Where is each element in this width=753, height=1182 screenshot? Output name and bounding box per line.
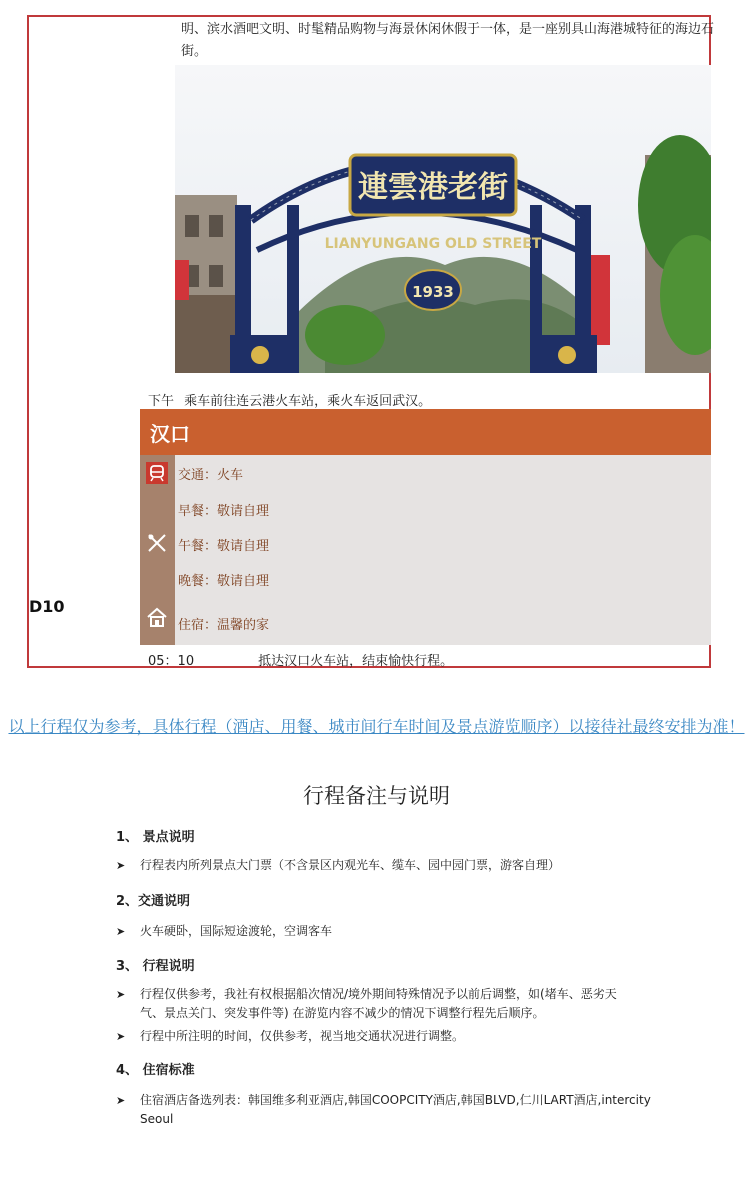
section-4-item-1: ➤ 住宿酒店备选列表：韩国维多利亚酒店,韩国COOPCITY酒店,韩国BLVD,仁川LART酒店,intercity Seoul	[116, 1093, 651, 1126]
dinner-info: 晚餐：敬请自理	[178, 574, 270, 589]
arrival-time: 05：10	[148, 654, 195, 669]
house-icon	[146, 606, 168, 628]
hotel-info: 住宿：温馨的家	[178, 618, 270, 633]
section-2-heading: 2、交通说明	[116, 894, 191, 909]
photo-sign-text: 連雲港老街	[358, 170, 508, 205]
old-street-photo	[175, 65, 711, 373]
section-3-heading: 3、 行程说明	[116, 959, 195, 974]
bullet-arrow-icon: ➤	[116, 925, 126, 938]
bullet-arrow-icon: ➤	[116, 1030, 126, 1043]
photo-year: 1933	[412, 283, 454, 301]
section-2-item-1: ➤ 火车硬卧，国际短途渡轮，空调客车	[116, 922, 660, 941]
itinerary-notice-link[interactable]: 以上行程仅为参考，具体行程（酒店、用餐、城市间行车时间及景点游览顺序）以接待社最终安排为准！	[8, 717, 745, 736]
section-1-heading: 1、 景点说明	[116, 830, 195, 845]
section-3-item-2: ➤ 行程中所注明的时间，仅供参考，视当地交通状况进行调整。	[116, 1027, 660, 1046]
transport-info: 交通：火车	[178, 468, 244, 483]
afternoon-text: 乘车前往连云港火车站，乘火车返回武汉。	[184, 394, 432, 409]
arrival-text: 抵达汉口火车站，结束愉快行程。	[258, 654, 454, 669]
train-icon	[146, 462, 168, 484]
bullet-arrow-icon: ➤	[116, 859, 126, 872]
utensils-icon	[146, 532, 168, 554]
afternoon-row	[148, 390, 431, 409]
afternoon-time: 下午	[148, 394, 175, 409]
notes-title: 行程备注与说明	[303, 784, 450, 808]
breakfast-info: 早餐：敬请自理	[178, 504, 270, 519]
section-4-heading: 4、 住宿标准	[116, 1063, 195, 1078]
section-1-item-1: ➤ 行程表内所列景点大门票（不含景区内观光车、缆车、园中园门票，游客自理）	[116, 856, 660, 875]
day-label: D10	[29, 597, 65, 616]
city-bar	[140, 409, 711, 455]
intro-text: 明、滨水酒吧文明、时髦精品购物与海景休闲休假于一体，是一座别具山海港城特征的海边石街。	[181, 22, 715, 59]
arrival-row	[148, 650, 453, 669]
lunch-info: 午餐：敬请自理	[178, 539, 270, 554]
photo-sub-text: LIANYUNGANG OLD STREET	[324, 236, 542, 252]
section-3-item-1: ➤ 行程仅供参考，我社有权根据船次情况/境外期间特殊情况予以前后调整，如(堵车、恶劣天气、景点关门、突发事件等) 在游览内容不减少的情况下调整行程先后顺序。	[116, 987, 617, 1020]
city-name: 汉口	[150, 422, 190, 446]
bullet-arrow-icon: ➤	[116, 1094, 126, 1107]
bullet-arrow-icon: ➤	[116, 988, 126, 1001]
